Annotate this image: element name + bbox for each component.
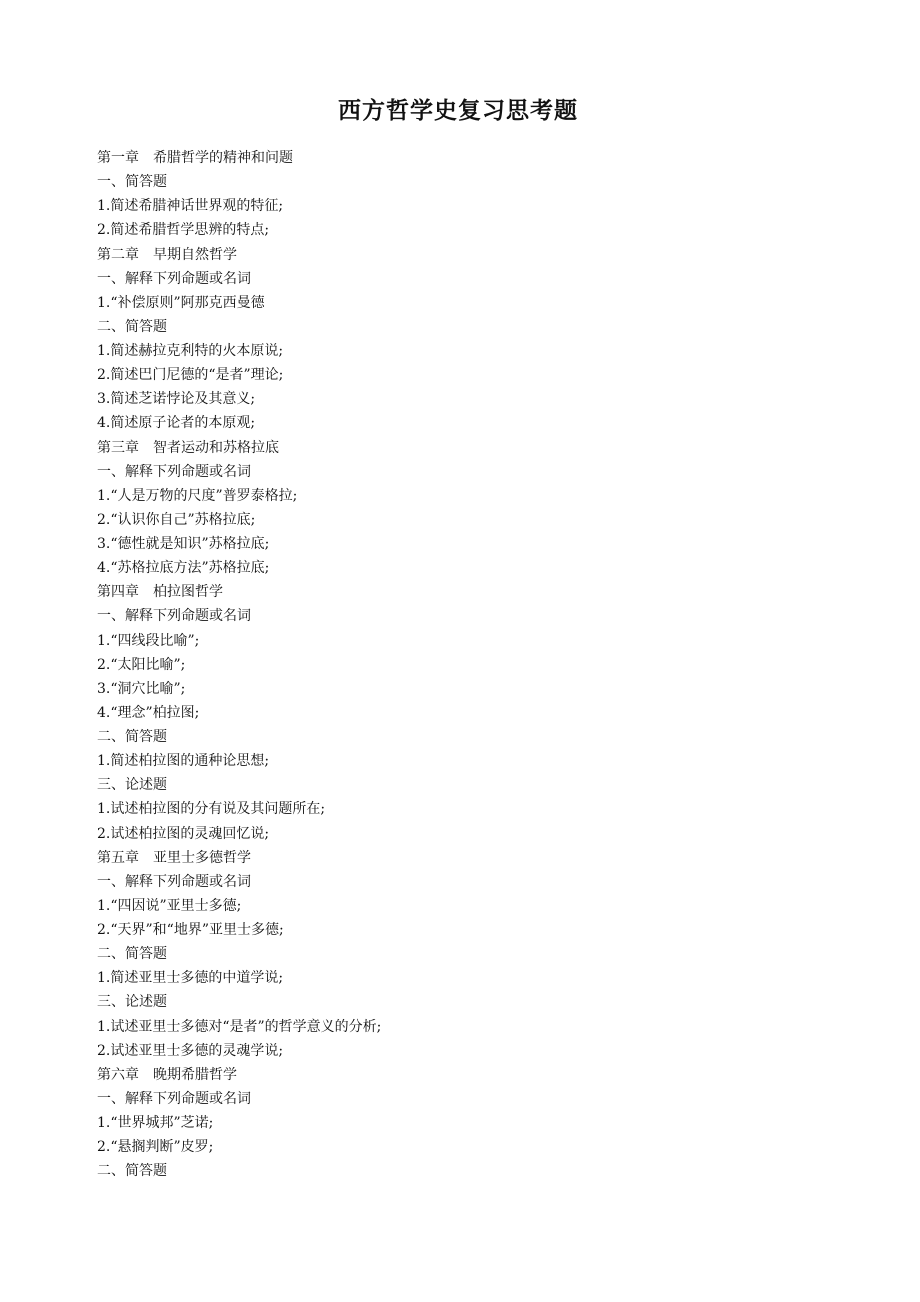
document-line: 4.简述原子论者的本原观; bbox=[97, 415, 256, 432]
document-line: 二、简答题 bbox=[97, 1163, 167, 1180]
document-line: 1.试述柏拉图的分有说及其问题所在; bbox=[97, 801, 326, 818]
document-line: 1.试述亚里士多德对“是者”的哲学意义的分析; bbox=[97, 1018, 382, 1035]
document-line: 1.“世界城邦”芝诺; bbox=[97, 1115, 214, 1131]
document-line: 3.“洞穴比喻”; bbox=[97, 680, 186, 697]
document-line: 2.简述希腊哲学思辨的特点; bbox=[97, 222, 270, 239]
document-line: 三、论述题 bbox=[97, 994, 167, 1011]
document-line: 2.试述柏拉图的灵魂回忆说; bbox=[97, 825, 270, 842]
document-line: 二、简答题 bbox=[97, 946, 167, 963]
document-line: 2.“太阳比喻”; bbox=[97, 656, 186, 673]
document-line: 第四章 柏拉图哲学 bbox=[97, 584, 223, 601]
document-line: 2.试述亚里士多德的灵魂学说; bbox=[97, 1042, 284, 1059]
document-line: 1.简述希腊神话世界观的特征; bbox=[97, 198, 284, 215]
document-line: 1.“补偿原则”阿那克西曼德 bbox=[97, 294, 265, 311]
document-line: 3.“德性就是知识”苏格拉底; bbox=[97, 536, 270, 552]
document-line: 1.简述亚里士多德的中道学说; bbox=[97, 970, 284, 987]
document-line: 2.“认识你自己”苏格拉底; bbox=[97, 511, 256, 528]
document-line: 一、解释下列命题或名词 bbox=[97, 270, 251, 287]
document-title: 西方哲学史复习思考题 bbox=[338, 97, 578, 124]
document-line: 1.“四线段比喻”; bbox=[97, 632, 200, 649]
document-line: 4.“理念”柏拉图; bbox=[97, 704, 200, 721]
document-line: 一、解释下列命题或名词 bbox=[97, 463, 251, 480]
document-body bbox=[97, 146, 857, 1183]
document-line: 第五章 亚里士多德哲学 bbox=[97, 849, 251, 866]
document-line: 一、解释下列命题或名词 bbox=[97, 1090, 251, 1107]
document-line: 3.简述芝诺悖论及其意义; bbox=[97, 391, 256, 408]
document-line: 三、论述题 bbox=[97, 777, 167, 794]
document-line: 4.“苏格拉底方法”苏格拉底; bbox=[97, 560, 270, 577]
document-line: 2.“悬搁判断”皮罗; bbox=[97, 1139, 214, 1156]
document-line: 二、简答题 bbox=[97, 729, 167, 745]
document-line: 第三章 智者运动和苏格拉底 bbox=[97, 439, 279, 456]
document-line: 2.“天界”和“地界”亚里士多德; bbox=[97, 922, 284, 938]
document-line: 1.简述柏拉图的通种论思想; bbox=[97, 753, 270, 770]
document-line: 一、简答题 bbox=[97, 174, 167, 191]
document-line: 1.简述赫拉克利特的火本原说; bbox=[97, 343, 284, 359]
document-line: 二、简答题 bbox=[97, 318, 167, 335]
document-line: 一、解释下列命题或名词 bbox=[97, 873, 251, 890]
document-line: 1.“人是万物的尺度”普罗泰格拉; bbox=[97, 487, 298, 504]
document-line: 第六章 晚期希腊哲学 bbox=[97, 1066, 237, 1083]
document-line: 一、解释下列命题或名词 bbox=[97, 608, 251, 625]
document-line: 第二章 早期自然哲学 bbox=[97, 246, 237, 263]
document-line: 第一章 希腊哲学的精神和问题 bbox=[97, 150, 293, 166]
document-line: 2.简述巴门尼德的“是者”理论; bbox=[97, 367, 284, 384]
document-line: 1.“四因说”亚里士多德; bbox=[97, 897, 242, 914]
